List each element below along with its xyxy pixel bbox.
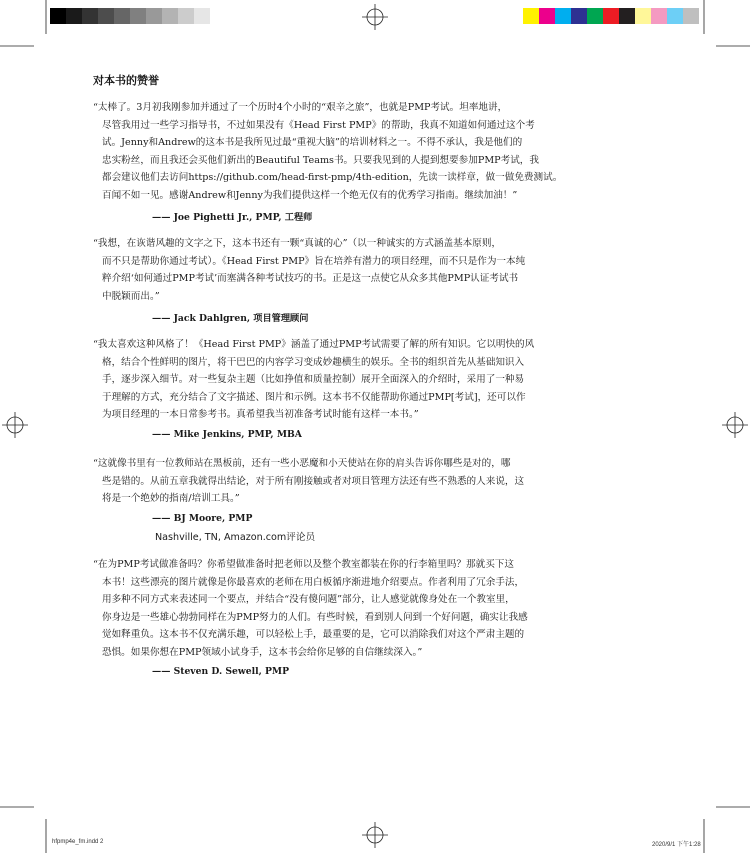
quote-line: 格，结合个性鲜明的图片，将干巴巴的内容学习变成妙趣横生的娱乐。全书的组织首先从基础知识入 xyxy=(102,356,525,368)
registration-mark-right xyxy=(722,412,748,438)
quote-line: “这就像书里有一位教师站在黑板前，还有一些小恶魔和小天使站在你的肩头告诉你哪些是对的，哪 xyxy=(93,458,511,469)
color-swatch xyxy=(98,8,114,24)
quote-line: 觉如释重负。这本书不仅充满乐趣，可以轻松上手，最重要的是，它可以消除我们对这个严肃主题的 xyxy=(102,629,525,641)
color-swatch xyxy=(587,8,603,24)
color-swatch xyxy=(539,8,555,24)
registration-mark-top xyxy=(362,4,388,30)
quote-line: 用多种不同方式来表述同一个要点，并结合“没有傻问题”部分，让人感觉就像身处在一个教室里， xyxy=(102,594,515,606)
quote-line: 而不只是帮助你通过考试）。《Head First PMP》旨在培养有潜力的项目经理，而不只是作为一本纯 xyxy=(102,255,526,267)
quote-line: 恐惧。如果你想在PMP领域小试身手，这本书会给你足够的自信继续深入。” xyxy=(102,646,423,658)
color-swatch xyxy=(619,8,635,24)
color-swatch xyxy=(194,8,210,24)
quote-line: “我想，在诙谐风趣的文字之下，这本书还有一颗“真诚的心”（以一种诚实的方式涵盖基本原则， xyxy=(93,238,502,249)
crop-mark-top-left xyxy=(0,0,60,60)
review-quote-3 xyxy=(93,336,593,424)
review-quote-1 xyxy=(93,99,593,205)
color-swatch xyxy=(523,8,539,24)
review-author-2: —— Jack Dahlgren, 项目管理顾问 xyxy=(152,313,309,324)
slug-date: 2020/9/1 下午1:28 xyxy=(652,842,701,848)
review-quote-4 xyxy=(93,455,593,508)
review-author-4-location: Nashville, TN, Amazon.com评论员 xyxy=(155,532,316,543)
process-color-bar xyxy=(523,8,699,24)
color-swatch xyxy=(635,8,651,24)
quote-line: 将是一个绝妙的指南/培训工具。” xyxy=(102,493,240,505)
review-author-1: —— Joe Pighetti Jr., PMP, 工程师 xyxy=(152,212,313,223)
quote-line: 为项目经理的一本日常参考书。真希望我当初准备考试时能有这样一本书。” xyxy=(102,409,419,421)
color-swatch xyxy=(651,8,667,24)
registration-mark-bottom xyxy=(362,822,388,848)
quote-line: 尽管我用过一些学习指导书，不过如果没有《Head First PMP》的帮助，我真不知道如何通过这个考 xyxy=(102,119,535,131)
quote-line: 于理解的方式，充分结合了文字描述、图片和示例。这本书不仅能帮助你通过PMP[考试]，还可以作 xyxy=(102,391,526,403)
quote-line: “太棒了。3月初我刚参加并通过了一个历时4个小时的“艰辛之旅”，也就是PMP考试。坦率地讲， xyxy=(93,102,508,113)
registration-mark-left xyxy=(2,412,28,438)
color-swatch xyxy=(162,8,178,24)
color-swatch xyxy=(82,8,98,24)
quote-line: “在为PMP考试做准备吗？你希望做准备时把老师以及整个教室都装在你的行李箱里吗？那就买下这 xyxy=(93,559,514,570)
grayscale-color-bar xyxy=(50,8,210,24)
color-swatch xyxy=(178,8,194,24)
color-swatch xyxy=(114,8,130,24)
crop-mark-bottom-left xyxy=(0,793,60,853)
quote-line: 些是错的。从前五章我就得出结论，对于所有刚接触或者对项目管理方法还有些不熟悉的人来说，这 xyxy=(102,475,525,487)
quote-line: 试。Jenny和Andrew的这本书是我所见过最“重视大脑”的培训材料之一。不得不承认，我是他们的 xyxy=(102,137,523,149)
review-author-5: —— Steven D. Sewell, PMP xyxy=(152,666,289,677)
quote-line: “我太喜欢这种风格了！《Head First PMP》涵盖了通过PMP考试需要了解的所有知识。它以明快的风 xyxy=(93,339,535,350)
crop-mark-top-right xyxy=(690,0,750,60)
quote-line: 忠实粉丝，而且我还会买他们新出的Beautiful Teams书。只要我见到的人提到想要参加PMP考试，我 xyxy=(102,154,539,166)
color-swatch xyxy=(146,8,162,24)
quote-line: 手，逐步深入细节。对一些复杂主题（比如挣值和质量控制）展开全面深入的介绍时，采用了一种易 xyxy=(102,374,525,386)
color-swatch xyxy=(66,8,82,24)
color-swatch xyxy=(603,8,619,24)
color-swatch xyxy=(130,8,146,24)
quote-line: 都会建议他们去访问https://github.com/head-first-pmp/4th-edition，先读一读样章，做一做免费测试。 xyxy=(102,172,563,184)
review-quote-2 xyxy=(93,235,593,305)
review-quote-5 xyxy=(93,556,593,662)
color-swatch xyxy=(571,8,587,24)
quote-line: 你身边是一些雄心勃勃同样在为PMP努力的人们。有些时候，看到别人问到一个好问题，确实让我感 xyxy=(102,611,528,623)
review-author-3: —— Mike Jenkins, PMP, MBA xyxy=(152,429,302,440)
quote-line: 粹介绍‘如何通过PMP考试’而塞满各种考试技巧的书。正是这一点使它从众多其他PMP认证考试书 xyxy=(102,273,519,285)
color-swatch xyxy=(667,8,683,24)
page-title: 对本书的赞誉 xyxy=(93,74,159,87)
color-swatch xyxy=(555,8,571,24)
quote-line: 百闻不如一见。感谢Andrew和Jenny为我们提供这样一个绝无仅有的优秀学习指南。继续加油！” xyxy=(102,189,518,201)
slug-file-name: hfpmp4e_fm.indd 2 xyxy=(52,839,104,845)
quote-line: 本书！这些漂亮的图片就像是你最喜欢的老师在用白板循序渐进地介绍要点。作者利用了冗余手法， xyxy=(102,576,525,588)
review-author-4: —— BJ Moore, PMP xyxy=(152,513,253,524)
quote-line: 中脱颖而出。” xyxy=(102,290,160,302)
